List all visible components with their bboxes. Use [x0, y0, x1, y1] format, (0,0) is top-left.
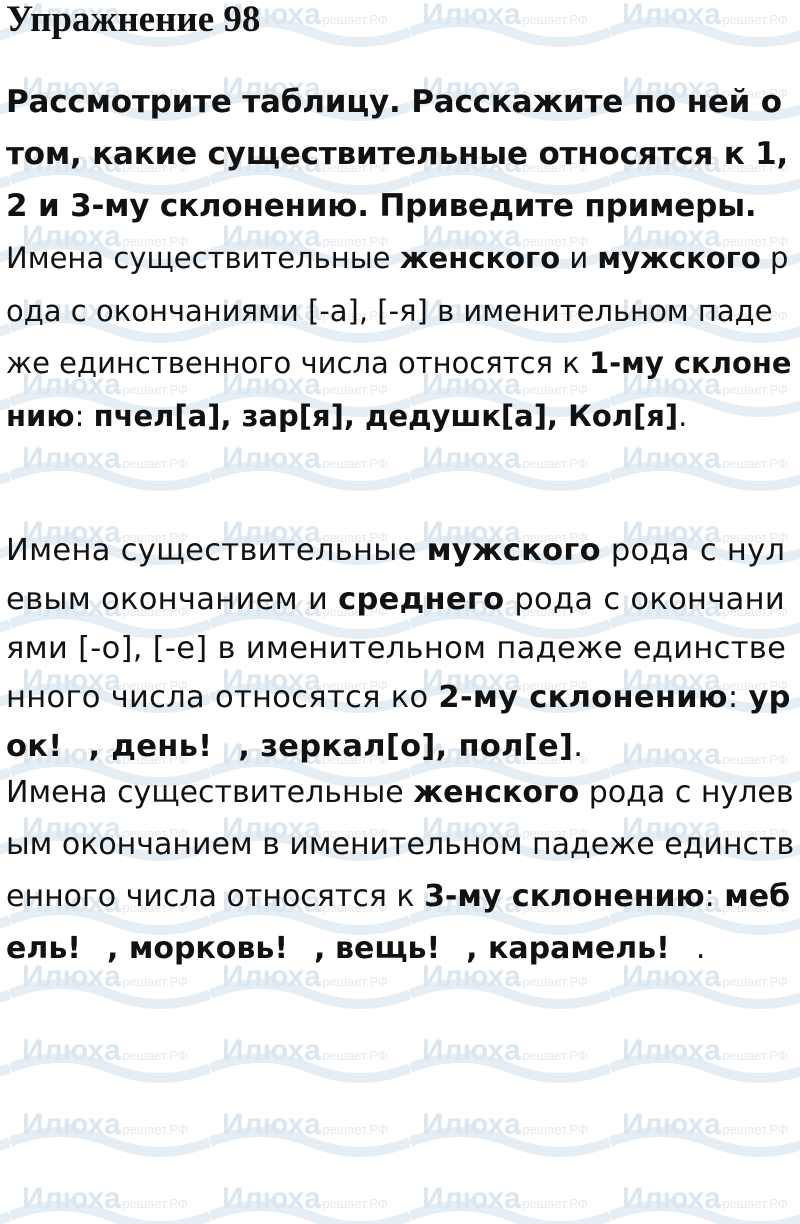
p1-text-3: рода с окончаниями [-а], [-я] в именительном падеже единственного числа относятся к — [6, 241, 789, 380]
p2-text-4: : — [727, 680, 749, 715]
task-text: Рассмотрите таблицу. Расскажите по ней о том, какие существительные относятся к 1, 2 и 3-му склонению. Приведите примеры. — [6, 84, 789, 224]
paragraph-second-declension — [6, 526, 796, 771]
paragraph-third-declension — [6, 767, 796, 975]
p1-bold-1: женского — [399, 241, 561, 275]
p1-text-2: и — [560, 241, 598, 275]
exercise-title: Упражнение 98 — [6, 0, 261, 40]
p3-bold-2: 3-му склонению — [424, 879, 705, 914]
p3-text-1: Имена существительные — [6, 775, 414, 810]
p2-text-1: Имена существительные — [6, 533, 427, 568]
p1-examples: пчел[а], зар[я], дедушк[а], Кол[я] — [93, 398, 679, 433]
p3-text-4: . — [695, 931, 706, 966]
p1-text-5: . — [678, 398, 688, 433]
p2-bold-3: 2-му склонению — [438, 680, 728, 715]
p3-text-3: : — [704, 879, 725, 914]
p3-example-1: мебель! — [6, 879, 791, 966]
p2-bold-2: среднего — [338, 582, 505, 617]
p3-text-2: рода с нулевым окончанием в именительном падеже единственного числа относятся к — [6, 775, 795, 914]
p2-text-2: рода с нулевым окончанием и — [6, 533, 786, 617]
p2-example-1: урок! — [6, 680, 791, 764]
p2-examples-rest: зеркал[о], пол[е] — [260, 729, 574, 764]
p3-comma: , — [314, 931, 326, 966]
p2-text-3: рода с окончаниями [-о], [-е] в именительном падеже единственного числа относятся ко — [6, 582, 787, 715]
p3-example-2: , морковь! — [106, 931, 289, 966]
p2-comma: , — [238, 729, 251, 764]
p2-example-2: , день! — [88, 729, 213, 764]
p2-bold-1: мужского — [426, 533, 601, 568]
p1-bold-3: 1-му склонению — [6, 346, 792, 433]
paragraph-first-declension — [6, 232, 796, 442]
p1-text-1: Имена существительные — [6, 241, 400, 275]
p3-bold-1: женского — [413, 775, 580, 810]
p3-example-4: , карамель! — [466, 931, 670, 966]
p1-bold-2: мужского — [597, 241, 761, 275]
p3-example-3: вещь! — [335, 931, 441, 966]
p2-text-5: . — [573, 729, 584, 764]
p1-text-4: : — [74, 398, 94, 433]
